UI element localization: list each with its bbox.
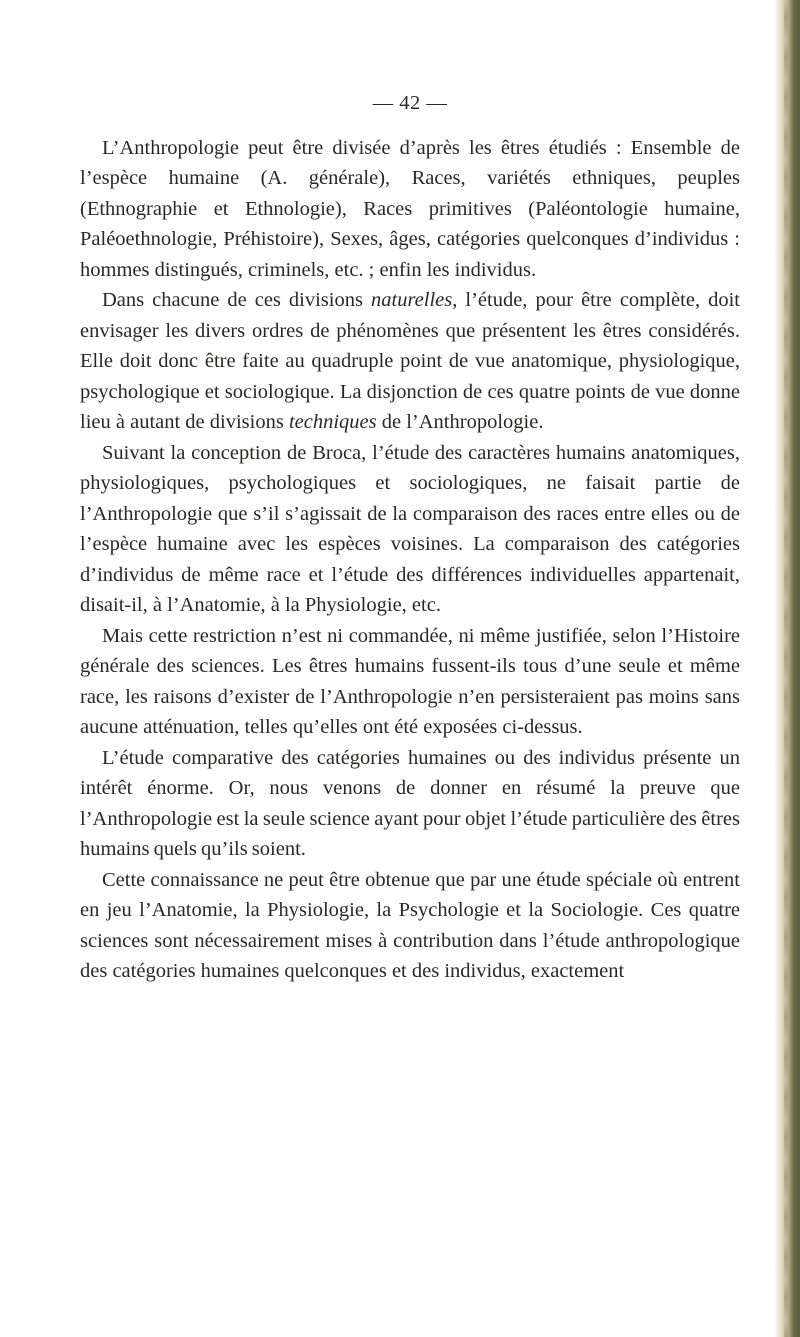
paragraph-text: L’Anthropologie peut être divisée d’après les êtres étudiés : Ensemble de l’espèce humaine (A. générale), Races, variétés ethniques, peuples (Ethnographie et Ethnologie), Races primitives (Paléontologie humaine, Paléoethnologie, Préhistoire), Sexes, âges, catégories quelconques d’individus : hommes distingués, criminels, etc. ; enfin les individus.	[80, 136, 740, 281]
paragraph-restriction	[80, 621, 740, 743]
paragraph-broca	[80, 438, 740, 621]
emphasis-naturelles: naturelles	[371, 289, 453, 311]
paragraph-text-part: de l’Anthropologie.	[376, 411, 544, 433]
paragraph-text: L’étude comparative des catégories humaines ou des individus présente un intérêt énorme. Or, nous venons de donner en résumé la preuve que l’Anthropologie est la seule science ayant pour objet l’étude particulière des êtres humains quels qu’ils soient.	[80, 746, 740, 860]
emphasis-techniques: techniques	[288, 411, 377, 433]
page-number: — 42 —	[372, 92, 448, 114]
paragraph-text: Suivant la conception de Broca, l’étude des caractères humains anatomiques, physiologiques, psychologiques et sociologiques, ne faisait partie de l’Anthropologie que s’il s’agissait de la comparaison des races entre elles ou de l’espèce humaine avec les espèces voisines. La comparaison des catégories d’individus de même race et l’étude des différences individuelles appartenait, disait-il, à l’Anatomie, à la Physiologie, etc.	[80, 441, 740, 616]
paragraph-comparative-study	[80, 743, 740, 865]
paragraph-text-part: Dans chacune de ces divisions	[102, 289, 371, 311]
book-page-edge	[774, 0, 800, 1337]
paragraph-natural-divisions	[80, 285, 740, 438]
paragraph-divisions	[80, 133, 740, 286]
paragraph-text: Cette connaissance ne peut être obtenue que par une étude spéciale où entrent en jeu l’Anatomie, la Physiologie, la Psychologie et la Sociologie. Ces quatre sciences sont nécessairement mises à contribution dans l’étude anthropologique des catégories humaines quelconques et des individus, exactement	[80, 868, 740, 982]
paragraph-text-part: , l’étude, pour être complète, doit envisager les divers ordres de phénomènes que présentent les êtres considérés. Elle doit donc être faite au quadruple point de vue anatomique, physiologique, psychologique et sociologique. La disjonction de ces quatre points de vue donne lieu à autant de divisions	[80, 289, 740, 433]
paragraph-text: Mais cette restriction n’est ni commandée, ni même justifiée, selon l’Histoire générale des sciences. Les êtres humains fussent-ils tous d’une seule et même race, les raisons d’exister de l’Anthropologie n’en persisteraient pas moins sans aucune atténuation, telles qu’elles ont été exposées ci-dessus.	[80, 624, 740, 738]
paragraph-four-sciences	[80, 865, 740, 987]
page-text	[80, 88, 740, 987]
